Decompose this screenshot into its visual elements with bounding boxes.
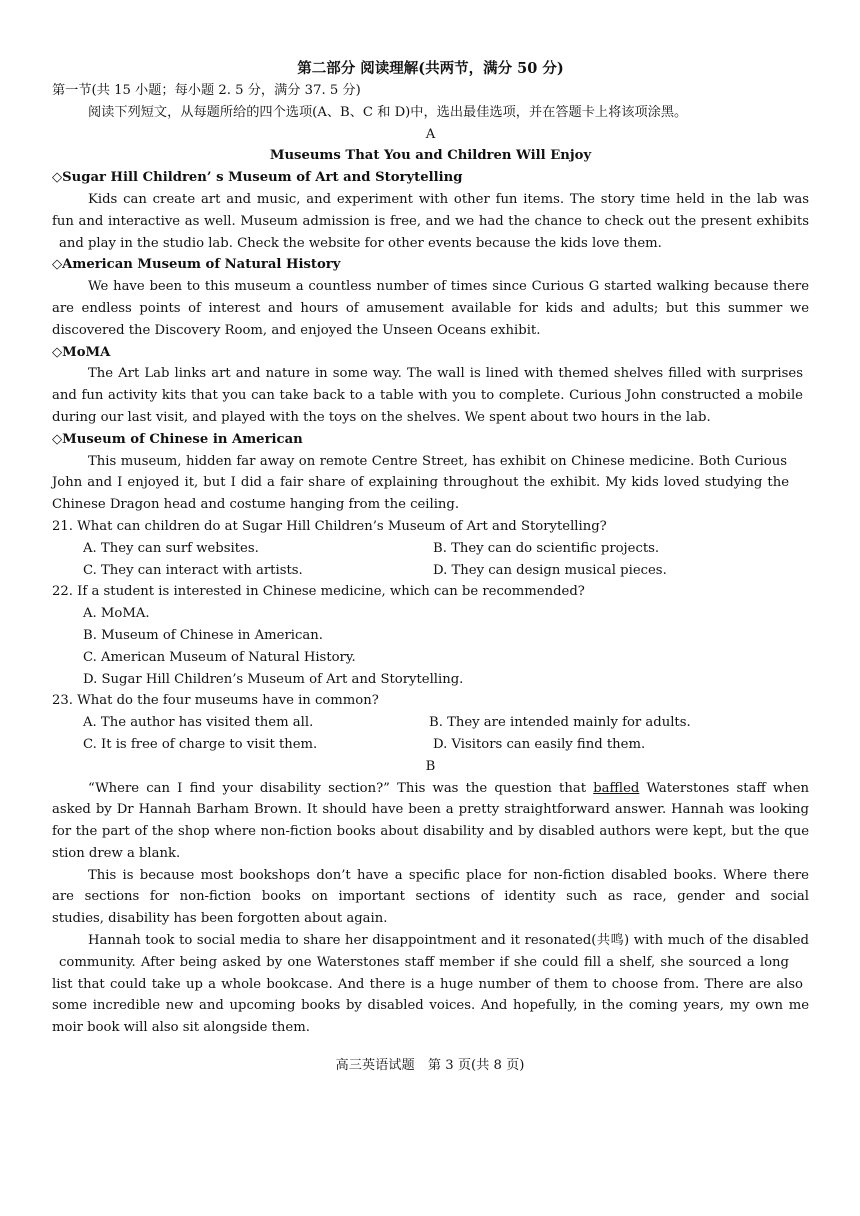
paragraph-line: studies, disability has been forgotten about again. — [52, 911, 388, 927]
question-23-stem: 23. What do the four museums have in common? — [52, 693, 379, 709]
question-23-options-row1 — [52, 712, 809, 734]
paragraph-line: Chinese Dragon head and costume hanging from the ceiling. — [52, 497, 460, 513]
paragraph-line: stion drew a blank. — [52, 845, 181, 861]
paragraph-line: are endless points of interest and hours of amusement available for kids and adults; but this summer we — [52, 300, 809, 316]
museum-heading-natural-history: ◇American Museum of Natural History — [52, 257, 341, 273]
exam-page — [52, 58, 809, 1039]
paragraph-line: Hannah took to social media to share her disappointment and it resonated(共鸣) with much of the disabled — [88, 933, 809, 949]
option-b: B. Museum of Chinese in American. — [83, 627, 323, 643]
text-fragment: “Where can I find your disability section?” This was the question that — [88, 780, 594, 796]
page-footer: 高三英语试题 第 3 页(共 8 页) — [335, 1058, 525, 1073]
passage-b-letter: B — [425, 758, 436, 774]
paragraph-line: The Art Lab links art and nature in some way. The wall is lined with themed shelves filled with surprises — [88, 366, 803, 382]
option-c: C. It is free of charge to visit them. — [83, 736, 318, 752]
option-d: D. Visitors can easily find them. — [433, 736, 646, 752]
underlined-word: baffled — [593, 780, 640, 796]
paragraph-line: asked by Dr Hannah Barham Brown. It should have been a pretty straightforward answer. Hannah was looking — [52, 802, 809, 818]
question-22-stem: 22. If a student is interested in Chinese medicine, which can be recommended? — [52, 584, 585, 600]
paragraph-line: discovered the Discovery Room, and enjoyed the Unseen Oceans exhibit. — [52, 322, 541, 338]
passage-a-letter: A — [425, 126, 436, 142]
paragraph-line: and fun activity kits that you can take back to a table with you to complete. Curious John constructed a mobile — [52, 388, 803, 404]
paragraph-line: are sections for non-fiction books on important sections of identity such as race, gender and social — [52, 889, 809, 905]
question-21-options-row2 — [52, 560, 809, 582]
option-a: A. MoMA. — [83, 606, 150, 622]
question-21-stem: 21. What can children do at Sugar Hill Children’s Museum of Art and Storytelling? — [52, 518, 607, 534]
paragraph-line: list that could take up a whole bookcase. And there is a huge number of them to choose from. There are also — [52, 976, 803, 992]
paragraph-line: community. After being asked by one Waterstones staff member if she could fill a shelf, she sourced a long — [59, 954, 789, 970]
option-a: A. They can surf websites. — [83, 540, 259, 556]
paragraph-line: for the part of the shop where non-fiction books about disability and by disabled authors were kept, but the que — [52, 824, 809, 840]
paragraph-line: This museum, hidden far away on remote Centre Street, has exhibit on Chinese medicine. Both Curious — [88, 453, 787, 469]
museum-heading-sugar-hill: ◇Sugar Hill Children’ s Museum of Art and Storytelling — [52, 170, 463, 186]
question-21-options-row1 — [52, 538, 809, 560]
paragraph-line — [52, 778, 809, 800]
paragraph-line: This is because most bookshops don’t have a specific place for non-fiction disabled books. Where there — [88, 867, 809, 883]
option-c: C. American Museum of Natural History. — [83, 649, 356, 665]
paragraph-line: moir book will also sit alongside them. — [52, 1020, 310, 1036]
paragraph-line: John and I enjoyed it, but I did a fair share of explaining throughout the exhibit. My kids loved studying the — [52, 475, 789, 491]
option-b: B. They can do scientific projects. — [433, 540, 660, 556]
section-line: 第一节(共 15 小题；每小题 2. 5 分，满分 37. 5 分) — [52, 83, 361, 98]
instruction: 阅读下列短文，从每题所给的四个选项(A、B、C 和 D)中，选出最佳选项，并在答题卡上将该项涂黑。 — [88, 104, 688, 120]
paragraph-line: fun and interactive as well. Museum admission is free, and we had the chance to check out the present exhibits — [52, 213, 809, 229]
passage-a-title: Museums That You and Children Will Enjoy — [269, 148, 592, 164]
option-a: A. The author has visited them all. — [83, 715, 314, 731]
museum-heading-moma: ◇MoMA — [52, 344, 111, 360]
paragraph-line: during our last visit, and played with the toys on the shelves. We spent about two hours in the lab. — [52, 409, 711, 425]
option-b: B. They are intended mainly for adults. — [429, 715, 691, 731]
paragraph-line: We have been to this museum a countless number of times since Curious G started walking because there — [88, 279, 809, 295]
option-c: C. They can interact with artists. — [83, 562, 303, 578]
question-23-options-row2 — [52, 734, 809, 756]
paragraph-line: some incredible new and upcoming books by disabled voices. And hopefully, in the coming years, my own me — [52, 998, 809, 1014]
option-d: D. They can design musical pieces. — [433, 562, 667, 578]
museum-heading-chinese: ◇Museum of Chinese in American — [52, 431, 303, 447]
option-d: D. Sugar Hill Children’s Museum of Art and Storytelling. — [83, 671, 464, 687]
paragraph-line: and play in the studio lab. Check the website for other events because the kids love them. — [59, 235, 662, 251]
part-title: 第二部分 阅读理解(共两节，满分 50 分) — [297, 60, 564, 77]
text-fragment: Waterstones staff when — [639, 780, 810, 796]
paragraph-line: Kids can create art and music, and experiment with other fun items. The story time held in the lab was — [88, 191, 809, 207]
